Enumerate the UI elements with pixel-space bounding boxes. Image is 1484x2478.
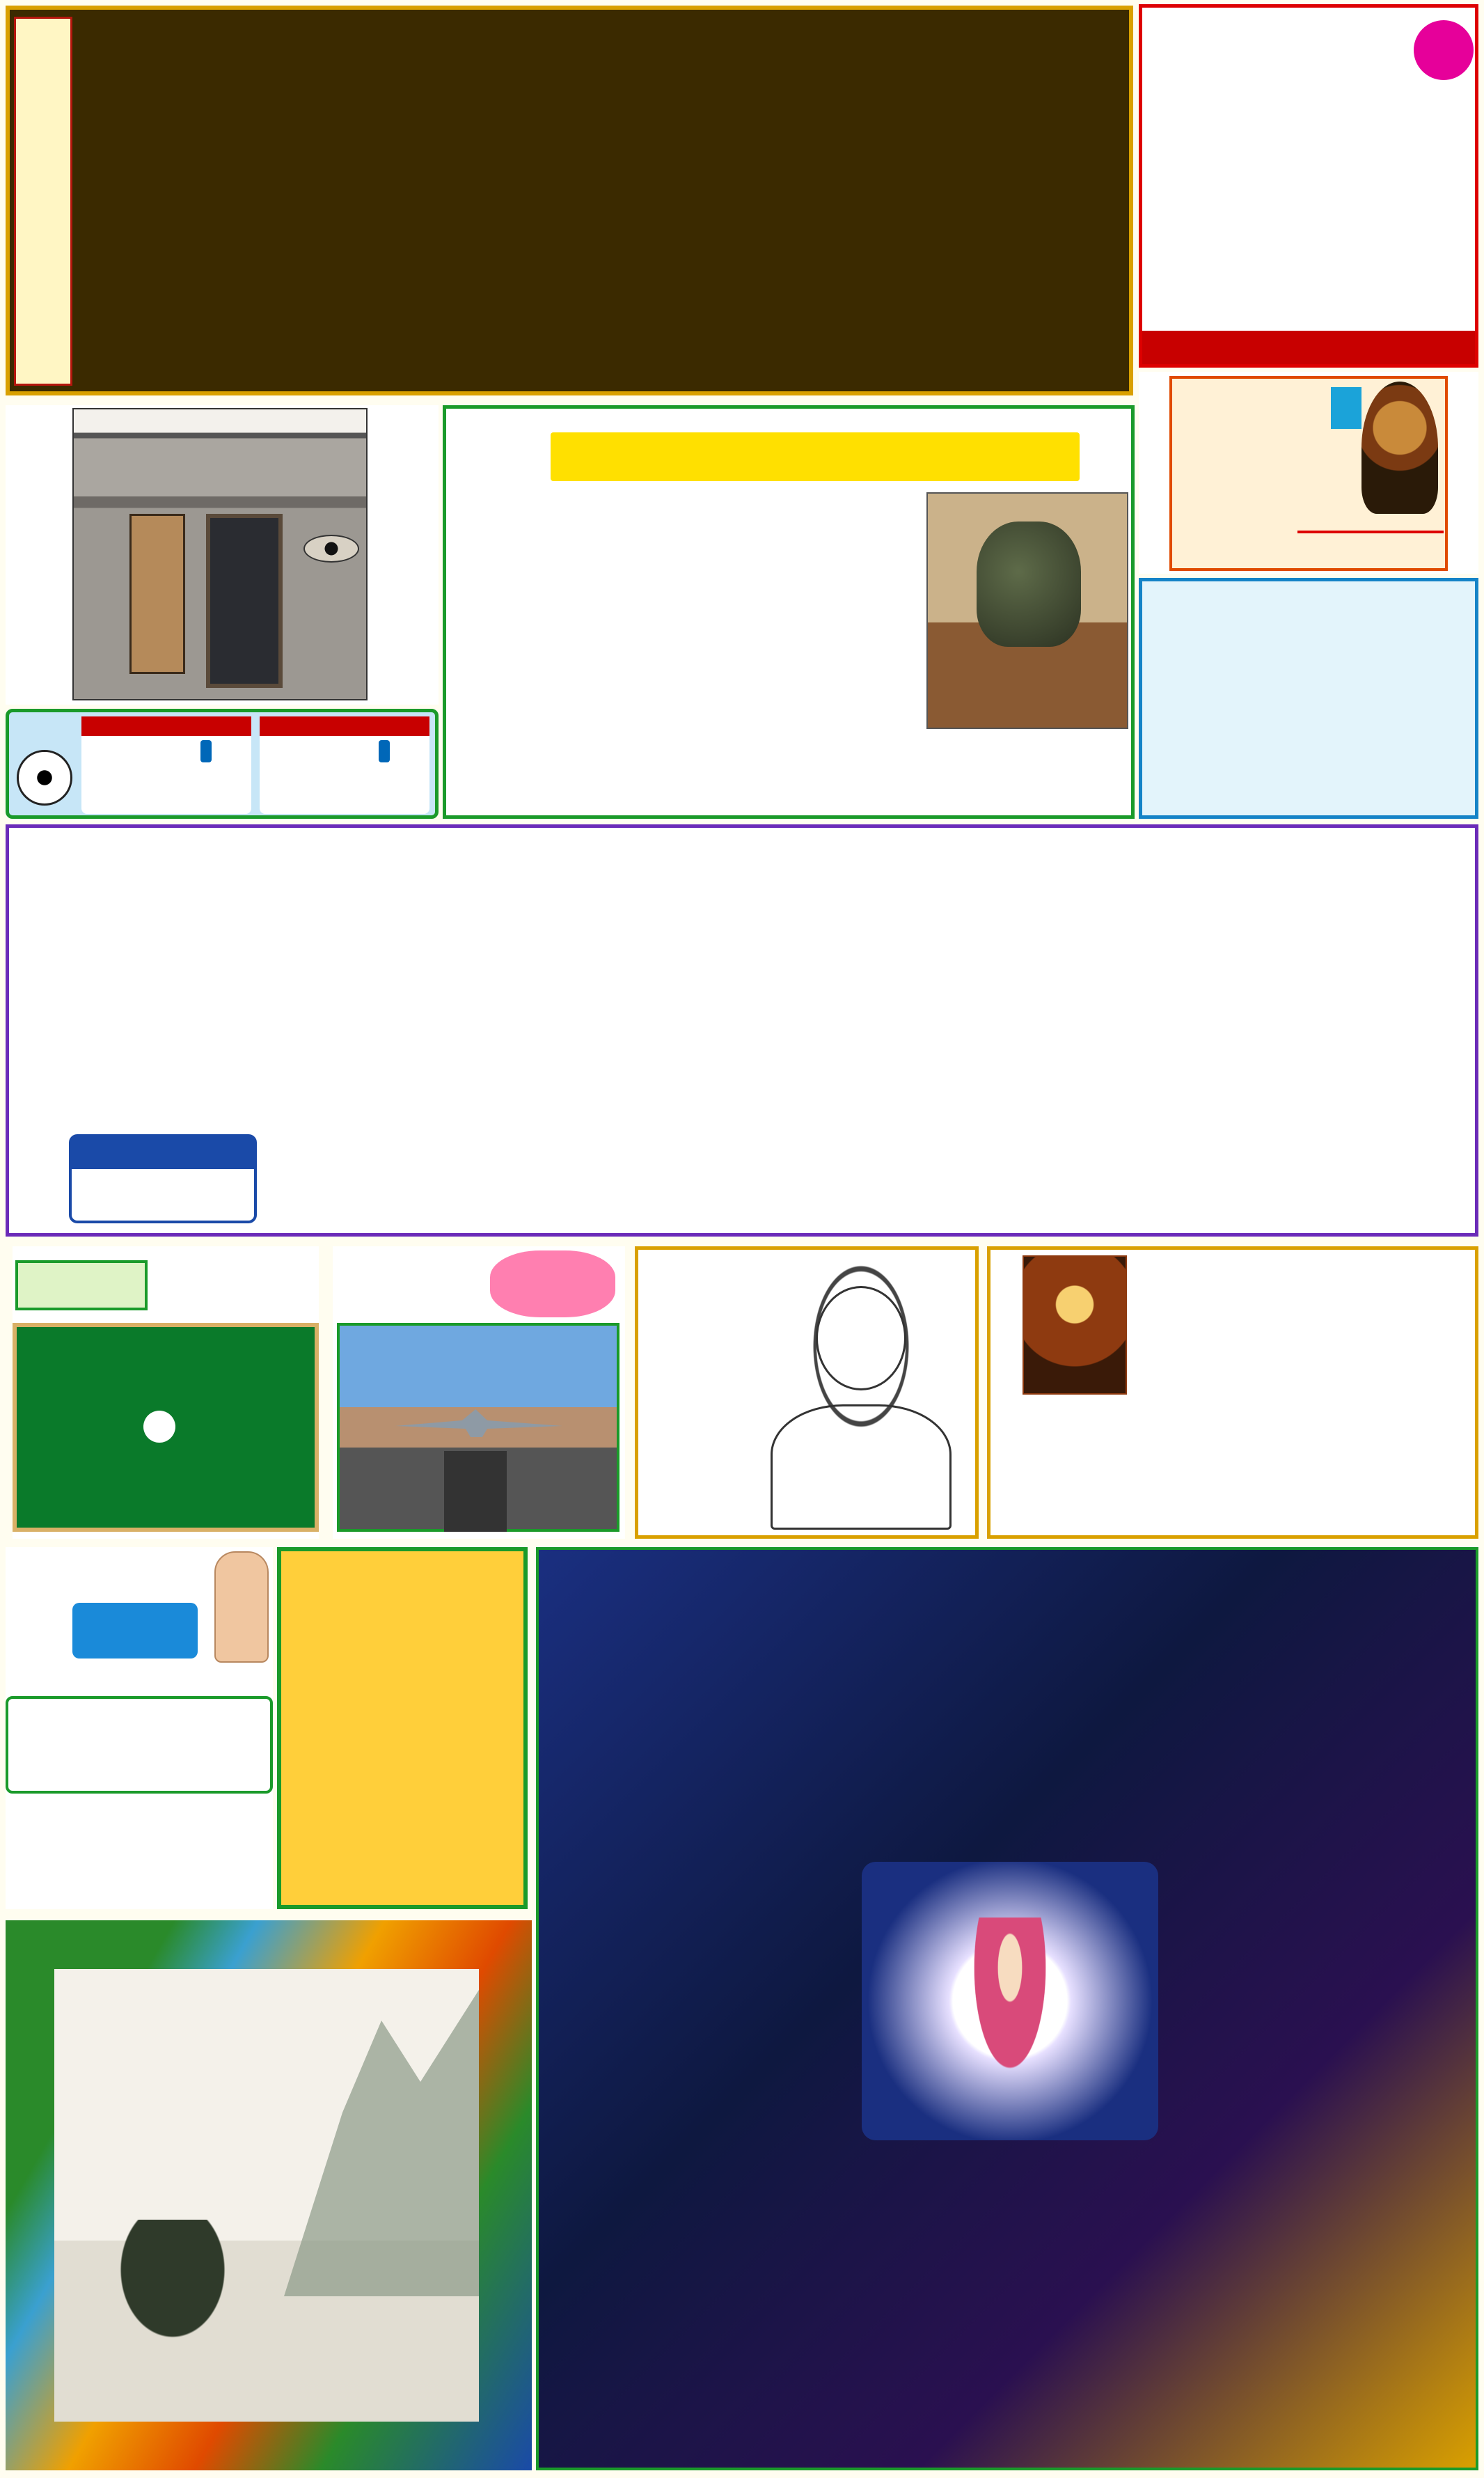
belief-subtitle — [551, 432, 1080, 481]
lucky-badge — [1414, 20, 1474, 80]
match1-teams — [81, 716, 251, 736]
mountain-icon — [284, 1990, 479, 2296]
monk-side — [642, 1254, 673, 1532]
runway — [444, 1451, 507, 1532]
tema-mid — [143, 1411, 175, 1443]
match1 — [81, 716, 251, 814]
belief-title — [449, 416, 512, 813]
monk-robe — [771, 1404, 952, 1530]
immortals-strip — [6, 6, 1133, 395]
temple-photo — [72, 408, 368, 700]
monkey-panel — [1139, 372, 1478, 574]
monk-name — [676, 1257, 743, 1535]
tema-board — [13, 1323, 319, 1532]
soccer-ball-icon — [17, 750, 72, 806]
hide-panel — [6, 1920, 532, 2470]
match2-teams — [260, 716, 429, 736]
divine-name — [440, 1642, 482, 1906]
monkey-box — [1169, 376, 1448, 571]
smart-panel — [6, 1547, 273, 1909]
monkey-side-right — [1451, 372, 1478, 574]
temple-door-left — [129, 514, 185, 674]
plane-icon — [395, 1409, 562, 1437]
monkey-caption — [1297, 531, 1444, 533]
buddha-img — [1023, 1255, 1127, 1395]
immortals-title — [14, 17, 72, 386]
buddha-panel — [987, 1246, 1478, 1539]
lucky-note — [1142, 331, 1475, 364]
temple-door — [206, 514, 283, 688]
match2-pick — [379, 740, 390, 762]
news-center — [862, 1862, 1158, 2140]
plane-photo — [337, 1323, 619, 1532]
hide-painting — [54, 1969, 479, 2422]
thumbs-up-icon — [214, 1551, 269, 1663]
smart-title2 — [72, 1603, 198, 1658]
smart-balls — [6, 1696, 273, 1794]
tema-title — [15, 1260, 148, 1310]
trend-next-label — [72, 1137, 254, 1169]
monkey-badge — [1331, 387, 1361, 429]
trend-next — [69, 1134, 257, 1223]
bochen-panel — [6, 709, 439, 819]
lucky-panel — [1139, 4, 1478, 368]
brothers-panel — [1139, 578, 1478, 819]
monkey-side-left — [1139, 372, 1167, 574]
news-board — [536, 1547, 1478, 2470]
monkey-figure — [1361, 382, 1438, 514]
match2 — [260, 716, 429, 814]
bochen-badge — [13, 716, 76, 811]
trend-panel — [6, 824, 1478, 1237]
guanyin-icon — [968, 1918, 1052, 2085]
buddha-side — [993, 1254, 1021, 1532]
tema-panel — [13, 1246, 319, 1539]
trend-side-title — [13, 842, 62, 1106]
tema-top-nums — [19, 1330, 312, 1345]
match1-pick — [200, 740, 212, 762]
monk-panel — [635, 1246, 979, 1539]
jar-photo — [926, 492, 1128, 729]
monk-face-icon — [816, 1286, 906, 1390]
trend-side-sub — [66, 897, 115, 1162]
divine-panel — [277, 1547, 528, 1909]
temple-eye-icon — [303, 535, 359, 563]
temple-side — [7, 408, 70, 700]
temple-title — [373, 408, 436, 700]
pine-tree-icon — [82, 2220, 263, 2387]
jar-icon — [977, 522, 1081, 647]
temple-panel — [6, 405, 439, 705]
monk-sketch — [750, 1258, 972, 1534]
lucky-line5 — [1153, 296, 1474, 324]
belief-panel — [443, 405, 1135, 819]
lucky-line3 — [1153, 264, 1474, 292]
plane-panel — [333, 1246, 625, 1539]
plane-poem — [490, 1250, 615, 1317]
